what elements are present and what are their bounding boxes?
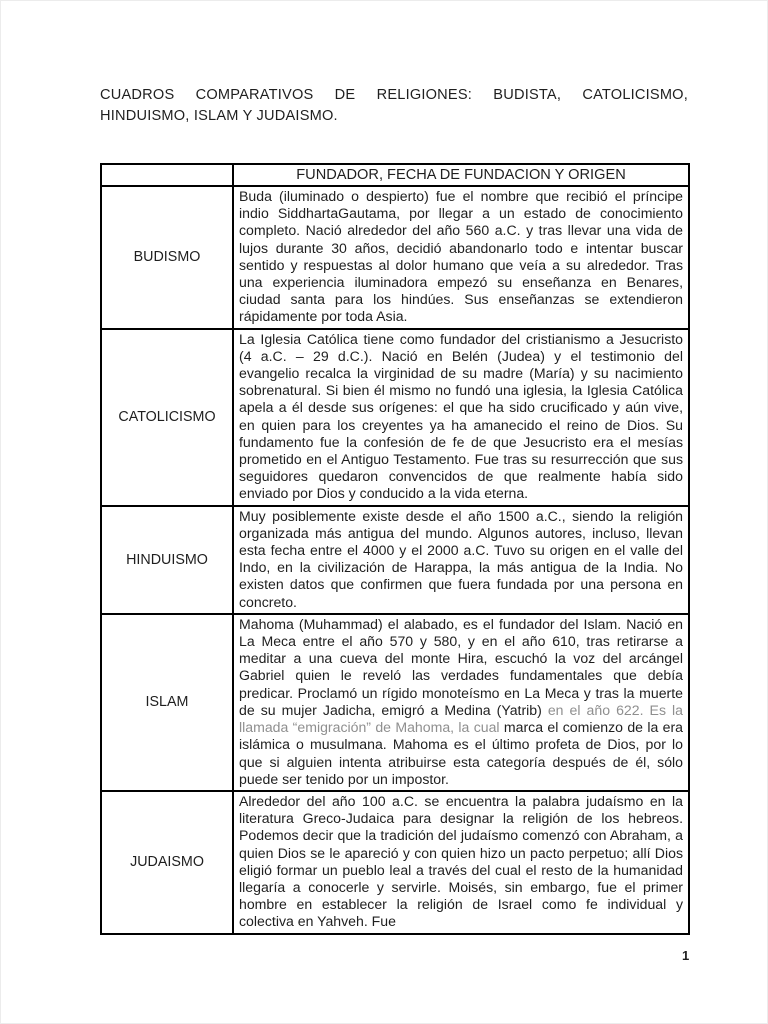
table-column-header: FUNDADOR, FECHA DE FUNDACION Y ORIGEN: [233, 164, 689, 186]
religion-label-judaismo: JUDAISMO: [101, 791, 233, 934]
islam-text-segment-muted: en el año 622. Es la llamada “emigración” de Mahoma, la cual: [239, 701, 684, 736]
religion-text-islam: [233, 614, 689, 791]
table-row-judaismo: [101, 791, 689, 934]
page-title: CUADROS COMPARATIVOS DE RELIGIONES: BUDISTA, CATOLICISMO, HINDUISMO, ISLAM Y JUDAISMO.: [100, 87, 688, 124]
religion-text-budismo: Buda (iluminado o despierto) fue el nombre que recibió el príncipe indio SiddhartaGautama, por llegar a un estado de conocimiento completo. Nació alrededor del año 560 a.C. y tras llevar una vida de lujos durante 30 años, decidió abandonarlo todo e intentar buscar sentido y respuestas al dolor humano que veía a su alrededor. Tras una experiencia iluminadora empezó su enseñanza en Benares, ciudad santa para los hindúes. Sus enseñanzas se extendieron rápidamente por toda Asia.: [233, 186, 689, 329]
islam-text-segment-3: marca el comienzo de la era islámica o musulmana. Mahoma es el último profeta de Dios, por lo que si alguien intenta atribuirse esta categoría después de él, sólo puede ser tenido por un impostor.: [239, 719, 684, 787]
header-empty-cell: [101, 164, 233, 186]
islam-text-segment-1: Mahoma (Muhammad) el alabado, es el fundador del Islam. Nació en La Meca entre el año 570 y 580, y en el año 610, tras retirarse a meditar a una cueva del monte Hira, escuchó la voz del arcángel Gabriel quien le reveló las verdades fundamentales que debía predicar. Proclamó un rígido monoteísmo en La Meca y tras la muerte de su mujer Jadicha, emigró a Medina (Yatrib): [239, 615, 683, 718]
religion-label-hinduismo: HINDUISMO: [101, 506, 233, 614]
religion-text-catolicismo: La Iglesia Católica tiene como fundador del cristianismo a Jesucristo (4 a.C. – 29 d.C.). Nació en Belén (Judea) y el testimonio del evangelio recalca la virginidad de su madre (María) y su nacimiento sobrenatural. Si bien él mismo no fundó una iglesia, la Iglesia Católica apela a él desde sus orígenes: el que ha sido crucificado y aún vive, en quien para los creyentes ya ha amanecido el reino de Dios. Su fundamento fue la confesión de fe de que Jesucristo era el mesías prometido en el Antiguo Testamento. Fue tras su resurrección que sus seguidores quedaron convencidos de que realmente había sido enviado por Dios y conducido a la vida eterna.: [233, 329, 689, 506]
religion-label-islam: ISLAM: [101, 614, 233, 791]
religion-text-judaismo: Alrededor del año 100 a.C. se encuentra la palabra judaísmo en la literatura Greco-Judaica para designar la religión de los hebreos. Podemos decir que la tradición del judaísmo comenzó con Abraham, a quien Dios se le apareció y con quien hizo un pacto perpetuo; allí Dios eligió formar un pueblo leal a través del cual el resto de la humanidad llegaría a conocerle y servirle. Moisés, sin embargo, fue el primer hombre en establecer la religión de Israel como fe individual y colectiva en Yahveh. Fue: [233, 791, 689, 934]
table-row-islam: [101, 614, 689, 791]
religion-text-hinduismo: Muy posiblemente existe desde el año 1500 a.C., siendo la religión organizada más antigua del mundo. Algunos autores, incluso, llevan esta fecha entre el 4000 y el 2000 a.C. Tuvo su origen en el valle del Indo, en la civilización de Harappa, la más antigua de la India. No existen datos que confirmen que fuera fundada por una persona en concreto.: [233, 506, 689, 614]
religion-label-catolicismo: CATOLICISMO: [101, 329, 233, 506]
table-row-budismo: [101, 186, 689, 329]
table-row-hinduismo: [101, 506, 689, 614]
religion-label-budismo: BUDISMO: [101, 186, 233, 329]
religions-comparison-table: [100, 163, 690, 935]
table-row-catolicismo: [101, 329, 689, 506]
page-number: 1: [682, 948, 690, 963]
table-header-row: [101, 164, 689, 186]
